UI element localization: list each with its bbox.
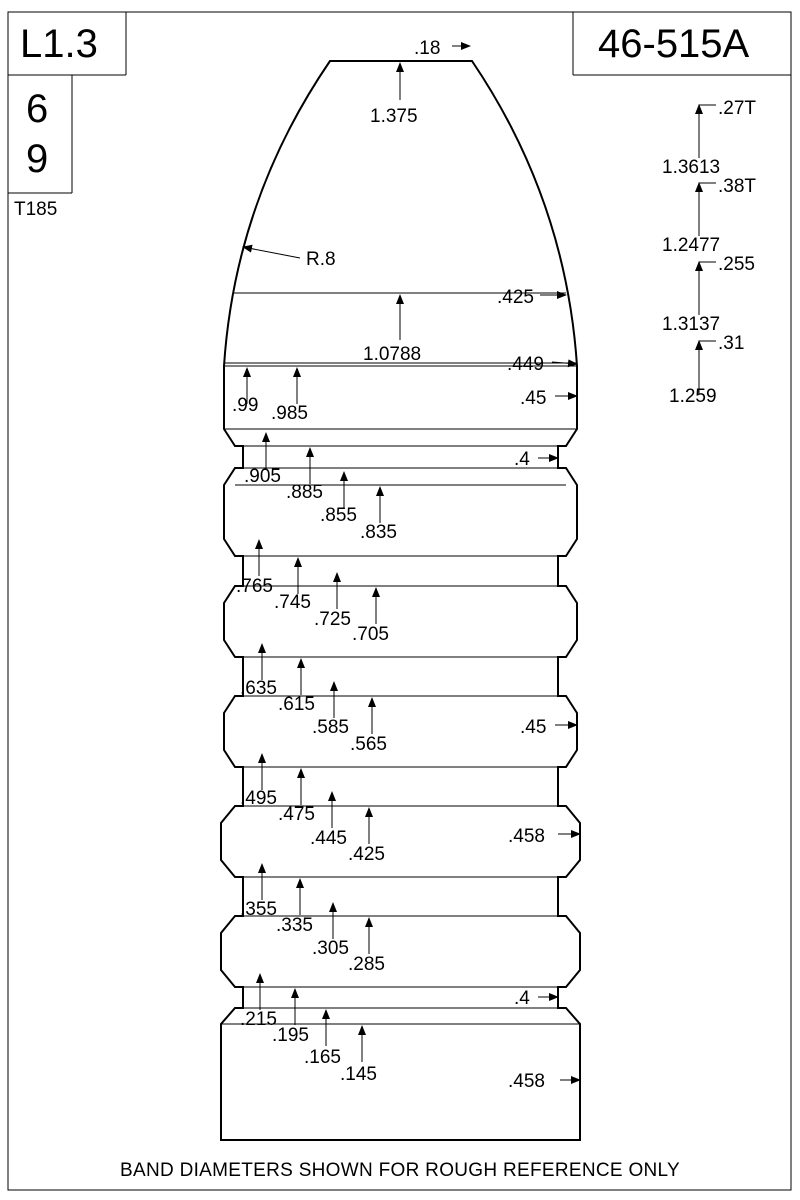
cavities-bottom: 9 [26, 137, 49, 181]
variant-length-2: 1.2477 [662, 235, 721, 256]
length-label: .99 [232, 395, 259, 416]
dimension-arrows [243, 46, 716, 1080]
variant-length-3: 1.3137 [662, 314, 721, 335]
length-label: .635 [240, 678, 277, 699]
radius-label: R.8 [306, 249, 336, 270]
length-label: .215 [240, 1009, 277, 1030]
length-label: .565 [350, 734, 387, 755]
variant-top-4: .31 [718, 333, 745, 354]
variant-top-1: .27T [718, 98, 757, 119]
length-label: .615 [278, 694, 315, 715]
alloy-label: T185 [14, 199, 58, 220]
dia-label-4: .458 [508, 826, 545, 847]
length-label: .355 [240, 899, 277, 920]
length-label: .425 [348, 844, 385, 865]
length-label: .835 [360, 522, 397, 543]
variant-leader [699, 183, 716, 236]
nose-length-label: 1.375 [370, 106, 418, 127]
drawing-frame [8, 12, 791, 1190]
variant-top-3: .255 [718, 254, 755, 275]
length-label: .885 [286, 482, 323, 503]
length-label: .195 [272, 1025, 309, 1046]
length-label: .335 [276, 915, 313, 936]
length-label: .145 [340, 1064, 377, 1085]
dia-label-3: .45 [520, 717, 547, 738]
length-label: .855 [320, 505, 357, 526]
length-label: .745 [274, 592, 311, 613]
band-dia-label: .449 [507, 354, 544, 375]
length-label: .475 [278, 804, 315, 825]
variant-top-2: .38T [718, 176, 757, 197]
length-label: .905 [244, 466, 281, 487]
length-label: .585 [312, 717, 349, 738]
ogive-length-label: 1.0788 [363, 344, 422, 365]
length-label: .285 [348, 954, 385, 975]
dimension-arrow [243, 247, 300, 258]
length-label: .705 [352, 624, 389, 645]
length-label: .495 [240, 788, 277, 809]
part-number: 46-515A [598, 22, 750, 66]
length-label: .725 [314, 609, 351, 630]
dia-label-6: .458 [508, 1071, 545, 1092]
footer-note: BAND DIAMETERS SHOWN FOR ROUGH REFERENCE ONLY [120, 1160, 680, 1181]
variant-length-1: 1.3613 [662, 157, 721, 178]
length-label: .765 [236, 576, 273, 597]
dia-label-5: .4 [514, 988, 530, 1009]
length-label: .165 [304, 1047, 341, 1068]
length-label: .305 [312, 938, 349, 959]
length-label: .985 [271, 403, 308, 424]
variant-leader [699, 262, 716, 315]
dia-label-1: .45 [520, 388, 547, 409]
mold-id: L1.3 [20, 22, 98, 66]
meplat-label: .18 [414, 38, 441, 59]
cavities-top: 6 [26, 87, 49, 131]
length-labels [232, 395, 397, 1085]
ogive-dia-label: .425 [497, 287, 534, 308]
variant-length-4: 1.259 [669, 386, 717, 407]
length-label: .445 [310, 828, 347, 849]
dia-label-2: .4 [514, 449, 530, 470]
variant-leader [699, 105, 716, 158]
